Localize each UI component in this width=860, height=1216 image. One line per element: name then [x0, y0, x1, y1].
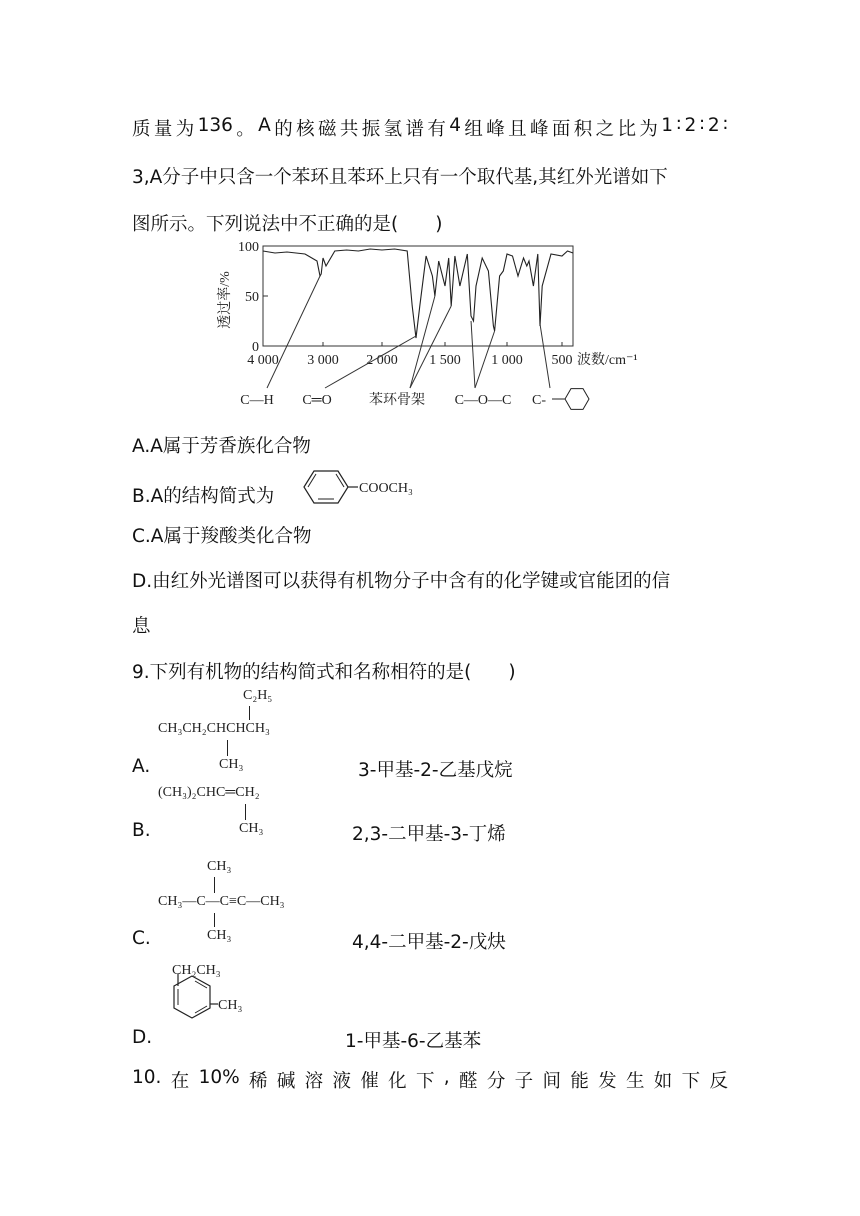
peak-label: 苯环骨架	[369, 393, 425, 408]
q9-d-structure	[150, 960, 260, 1050]
q10-char: 醛	[459, 1071, 478, 1092]
q10-stem	[132, 1067, 728, 1093]
q8-line-1-char: 为	[639, 119, 658, 140]
q9-a-bottom-group: CH₃	[219, 757, 244, 772]
q10-char: 10%	[198, 1067, 240, 1088]
x-tick-label: 1 500	[429, 353, 461, 368]
q9-c-name: 4,4-二甲基-2-戊炔	[352, 932, 506, 953]
q10-char: ,	[443, 1067, 450, 1088]
q8-line-1-char: 且	[508, 119, 527, 140]
b-formula-text: COOCH₃	[359, 481, 413, 496]
q8-line-1-char: 。	[236, 119, 255, 140]
y-tick-label: 50	[245, 290, 259, 305]
q8-option-d-line1: D.由红外光谱图可以获得有机物分子中含有的化学键或官能团的信	[132, 571, 671, 592]
q8-line-1-char: 质	[132, 119, 151, 140]
x-tick-label: 3 000	[307, 353, 339, 368]
q9-b-main-chain: (CH₃)₂CHC═CH₂	[158, 785, 260, 800]
q8-line-1-char: 4	[449, 115, 461, 136]
q10-char: 化	[388, 1071, 407, 1092]
q8-line-1-char: 组	[464, 119, 483, 140]
q8-line-1-char: 磁	[317, 119, 337, 140]
q8-line-2: 3,A分子中只含一个苯环且苯环上只有一个取代基,其红外光谱如下	[132, 167, 668, 188]
x-tick-label: 2 000	[366, 353, 398, 368]
peak-label: C-	[532, 393, 546, 408]
q10-char: 稀	[249, 1071, 268, 1092]
q8-line-1	[132, 115, 728, 141]
q10-char: 反	[709, 1071, 728, 1092]
q9-c-label: C.	[132, 928, 151, 949]
q10-char: 下	[415, 1071, 435, 1092]
q8-line-1-char: 为	[175, 119, 195, 140]
q9-stem: 9.下列有机物的结构简式和名称相符的是( )	[132, 662, 516, 683]
q8-option-b-structure	[294, 468, 444, 506]
y-axis-label: 透过率/%	[218, 271, 233, 329]
q8-line-1-char: 有	[427, 119, 446, 140]
q10-char: 10.	[132, 1067, 162, 1088]
q9-a-name: 3-甲基-2-乙基戊烷	[358, 760, 513, 781]
peak-leader-line	[410, 306, 451, 388]
q8-line-1-char: 136	[197, 115, 233, 136]
q8-line-1-char: 核	[296, 119, 315, 140]
q8-line-1-char: ∶	[699, 115, 705, 136]
q8-line-1-char: 1	[661, 115, 673, 136]
q9-a-main-chain: CH₃CH₂CHCHCH₃	[158, 721, 270, 736]
peak-label: C—H	[240, 393, 274, 408]
q8-line-3: 图所示。下列说法中不正确的是( )	[132, 214, 443, 235]
q9-b-name: 2,3-二甲基-3-丁烯	[352, 824, 506, 845]
q10-char: 子	[514, 1071, 534, 1092]
q8-line-1-char: ∶	[723, 115, 728, 136]
q8-option-c: C.A属于羧酸类化合物	[132, 526, 312, 547]
q8-line-1-char: 2	[707, 115, 720, 136]
q10-char: 在	[170, 1071, 190, 1092]
benzene-ring	[174, 976, 210, 1018]
q8-line-1-char: 振	[361, 119, 381, 140]
q8-line-1-char: 谱	[405, 119, 424, 140]
q9-b-bottom-group: CH₃	[239, 821, 264, 836]
y-tick-label: 0	[252, 340, 259, 355]
q8-line-1-char: 面	[551, 119, 571, 140]
q10-char: 分	[486, 1071, 506, 1092]
q10-char: 如	[653, 1071, 673, 1092]
q9-a-bond-bottom	[227, 740, 228, 756]
q8-line-1-char: 比	[617, 119, 636, 140]
q10-char: 溶	[304, 1071, 324, 1092]
q8-option-b-prefix: B.A的结构简式为	[132, 486, 275, 507]
q9-c-bottom-group: CH₃	[207, 928, 232, 943]
q10-char: 下	[681, 1071, 701, 1092]
q9-b-label: B.	[132, 820, 151, 841]
q10-char: 发	[598, 1071, 617, 1092]
x-tick-label: 500	[551, 353, 573, 368]
peak-label: C═O	[302, 393, 332, 408]
q9-c-top-group: CH₃	[207, 859, 232, 874]
q9-a-bond-top	[249, 706, 250, 720]
q8-line-1-char: 量	[153, 119, 173, 140]
spectrum-line	[263, 249, 573, 338]
peak-label: C—O—C	[454, 393, 512, 408]
q9-c-bond-bottom	[214, 913, 215, 927]
y-tick-label: 100	[238, 240, 259, 255]
peak-leader-line	[410, 296, 435, 388]
q9-a-label: A.	[132, 756, 151, 777]
ir-spectrum-chart	[205, 238, 655, 413]
q10-char: 催	[360, 1071, 379, 1092]
benzene-ring	[304, 471, 348, 503]
q9-c-bond-top	[214, 877, 215, 893]
q8-option-d-line2: 息	[132, 616, 151, 637]
q8-line-1-char: 共	[339, 119, 359, 140]
x-axis-unit: 波数/cm⁻¹	[577, 353, 638, 368]
q8-line-1-char: 峰	[486, 119, 505, 140]
q8-line-1-char: 峰	[529, 119, 549, 140]
chart-frame	[263, 246, 573, 346]
q8-line-1-char: ∶	[676, 115, 682, 136]
peak-leader-line	[471, 321, 475, 388]
q8-line-1-char: 积	[573, 119, 593, 140]
peak-leader-line	[267, 276, 320, 388]
q10-char: 碱	[276, 1071, 296, 1092]
q9-d-label: D.	[132, 1027, 153, 1048]
d-sub-methyl: CH₃	[218, 998, 243, 1013]
q9-b-bond-bottom	[245, 804, 246, 820]
d-sub-ethyl: CH₂CH₃	[172, 963, 221, 978]
q10-char: 能	[570, 1071, 589, 1092]
q8-line-1-char: 之	[595, 119, 615, 140]
q10-char: 液	[332, 1071, 351, 1092]
x-tick-label: 1 000	[491, 353, 523, 368]
q8-line-1-char: 的	[274, 119, 293, 140]
x-tick-label: 4 000	[247, 353, 279, 368]
q9-c-main-chain: CH₃—C—C≡C—CH₃	[158, 894, 285, 909]
q8-line-1-char: 氢	[383, 119, 403, 140]
peak-leader-line	[540, 324, 550, 388]
q9-a-top-group: C₂H₅	[243, 688, 273, 703]
q8-line-1-char: A	[258, 115, 271, 136]
q9-d-name: 1-甲基-6-乙基苯	[345, 1031, 482, 1052]
benzene-ring-icon	[565, 389, 589, 410]
q10-char: 间	[542, 1071, 561, 1092]
q10-char: 生	[625, 1071, 645, 1092]
q8-option-a: A.A属于芳香族化合物	[132, 436, 311, 457]
q8-line-1-char: 2	[684, 115, 697, 136]
